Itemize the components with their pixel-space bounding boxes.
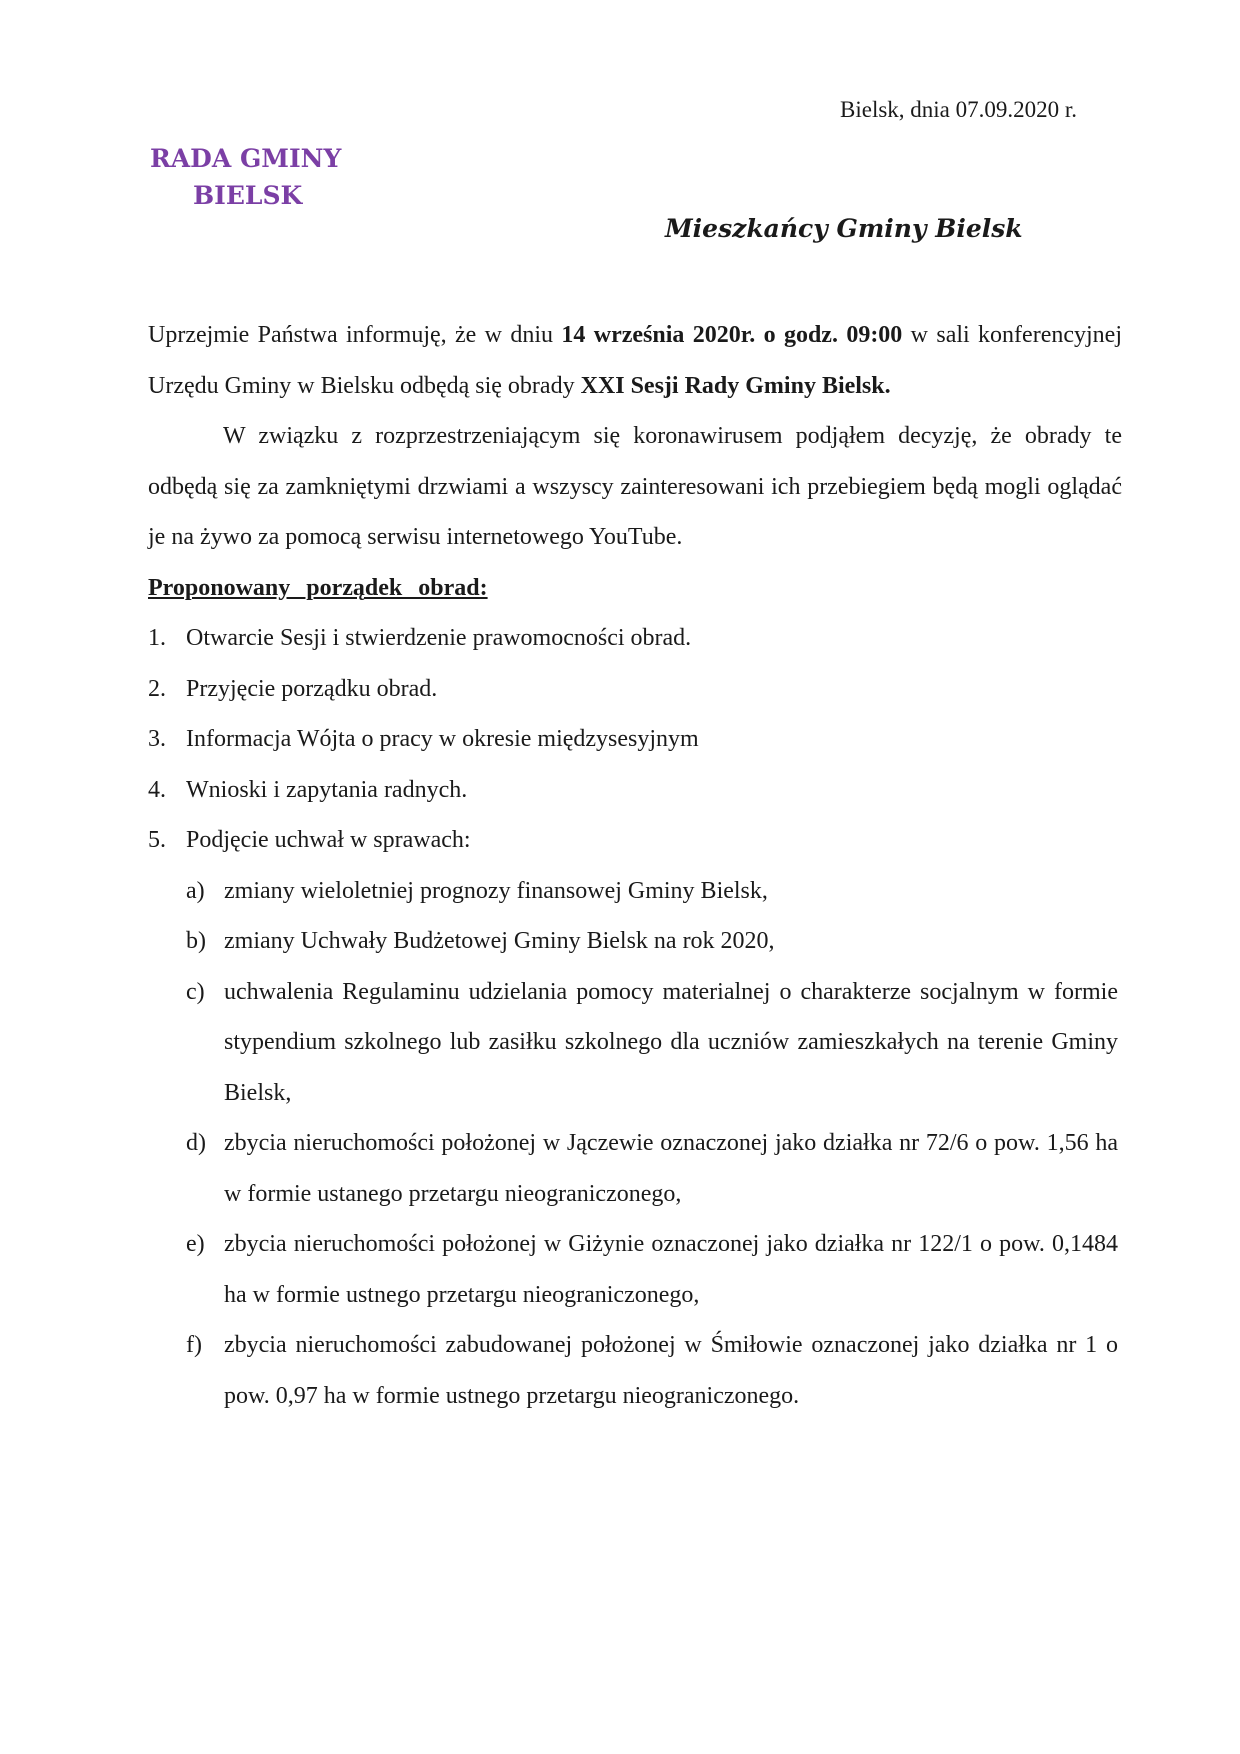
resolution-item-text: zmiany wieloletniej prognozy finansowej Gminy Bielsk, <box>224 877 768 904</box>
agenda-item-text: Informacja Wójta o pracy w okresie międzysesyjnym <box>186 726 699 752</box>
resolution-item <box>186 916 1118 967</box>
resolution-item-letter: a) <box>186 877 205 904</box>
session-name: XXI Sesji Rady Gminy Bielsk. <box>580 372 891 399</box>
agenda-heading: Proponowany porządek obrad: <box>148 574 488 601</box>
resolution-item-letter: c) <box>186 978 205 1005</box>
agenda-item <box>148 765 1122 816</box>
resolution-item-letter: b) <box>186 928 206 954</box>
resolution-item-letter: e) <box>186 1231 205 1257</box>
resolution-item <box>186 866 1118 917</box>
agenda-item <box>148 664 1122 715</box>
agenda-item-text: Podjęcie uchwał w sprawach: <box>186 827 471 853</box>
covid-paragraph: W związku z rozprzestrzeniającym się koronawirusem podjąłem decyzję, że obrady te odbędą się za zamkniętymi drzwiami a wszyscy zainteresowani ich przebiegiem będą mogli oglądać je na żywo za pomocą serwisu internetowego YouTube. <box>148 423 1122 550</box>
council-name-line2: BIELSK <box>193 181 303 210</box>
resolution-item <box>186 1219 1118 1320</box>
resolution-item-letter: d) <box>186 1130 206 1156</box>
agenda-item-number: 4. <box>148 776 166 803</box>
intro-text-2: w sali konferencyjnej Urzędu Gminy w Bielsku odbędą się obrady <box>148 322 1122 399</box>
agenda-item-text: Otwarcie Sesji i stwierdzenie prawomocności obrad. <box>186 625 692 651</box>
session-date-time: 14 września 2020r. o godz. 09:00 <box>561 322 903 348</box>
agenda-item <box>148 815 1122 1421</box>
document-date: Bielsk, dnia 07.09.2020 r. <box>840 97 1078 122</box>
resolution-item <box>186 1320 1118 1421</box>
intro-text-1: Uprzejmie Państwa informuję, że w dniu <box>148 322 562 348</box>
agenda-item-number: 1. <box>148 625 166 651</box>
agenda-item-text: Przyjęcie porządku obrad. <box>186 675 438 702</box>
resolution-list <box>186 866 1122 1422</box>
resolution-item-text: zbycia nieruchomości położonej w Jączewie oznaczonej jako działka nr 72/6 o pow. 1,56 ha w formie ustanego przetargu nieograniczonego, <box>224 1130 1118 1207</box>
resolution-item-letter: f) <box>186 1332 202 1358</box>
council-header <box>150 140 360 214</box>
agenda-item <box>148 613 1122 664</box>
agenda-item-number: 5. <box>148 827 166 853</box>
resolution-item-text: zmiany Uchwały Budżetowej Gminy Bielsk na rok 2020, <box>224 928 775 954</box>
agenda-list <box>148 613 1122 1421</box>
agenda-item-text: Wnioski i zapytania radnych. <box>186 776 468 803</box>
intro-paragraph <box>148 310 1122 411</box>
resolution-item <box>186 1118 1118 1219</box>
agenda-item-number: 3. <box>148 726 166 752</box>
agenda-item <box>148 714 1122 765</box>
addressee: Mieszkańcy Gminy Bielsk <box>665 214 1023 243</box>
resolution-item <box>186 967 1118 1119</box>
agenda-item-number: 2. <box>148 675 166 702</box>
council-name-line1: RADA GMINY <box>150 144 342 173</box>
resolution-item-text: zbycia nieruchomości zabudowanej położonej w Śmiłowie oznaczonej jako działka nr 1 o pow. 0,97 ha w formie ustnego przetargu nieograniczonego. <box>224 1332 1118 1409</box>
resolution-item-text: zbycia nieruchomości położonej w Giżynie oznaczonej jako działka nr 122/1 o pow. 0,1484 ha w formie ustnego przetargu nieograniczonego, <box>224 1231 1118 1308</box>
resolution-item-text: uchwalenia Regulaminu udzielania pomocy materialnej o charakterze socjalnym w formie stypendium szkolnego lub zasiłku szkolnego dla uczniów zamieszkałych na terenie Gminy Bielsk, <box>224 978 1118 1106</box>
letter-body <box>148 310 1122 1421</box>
